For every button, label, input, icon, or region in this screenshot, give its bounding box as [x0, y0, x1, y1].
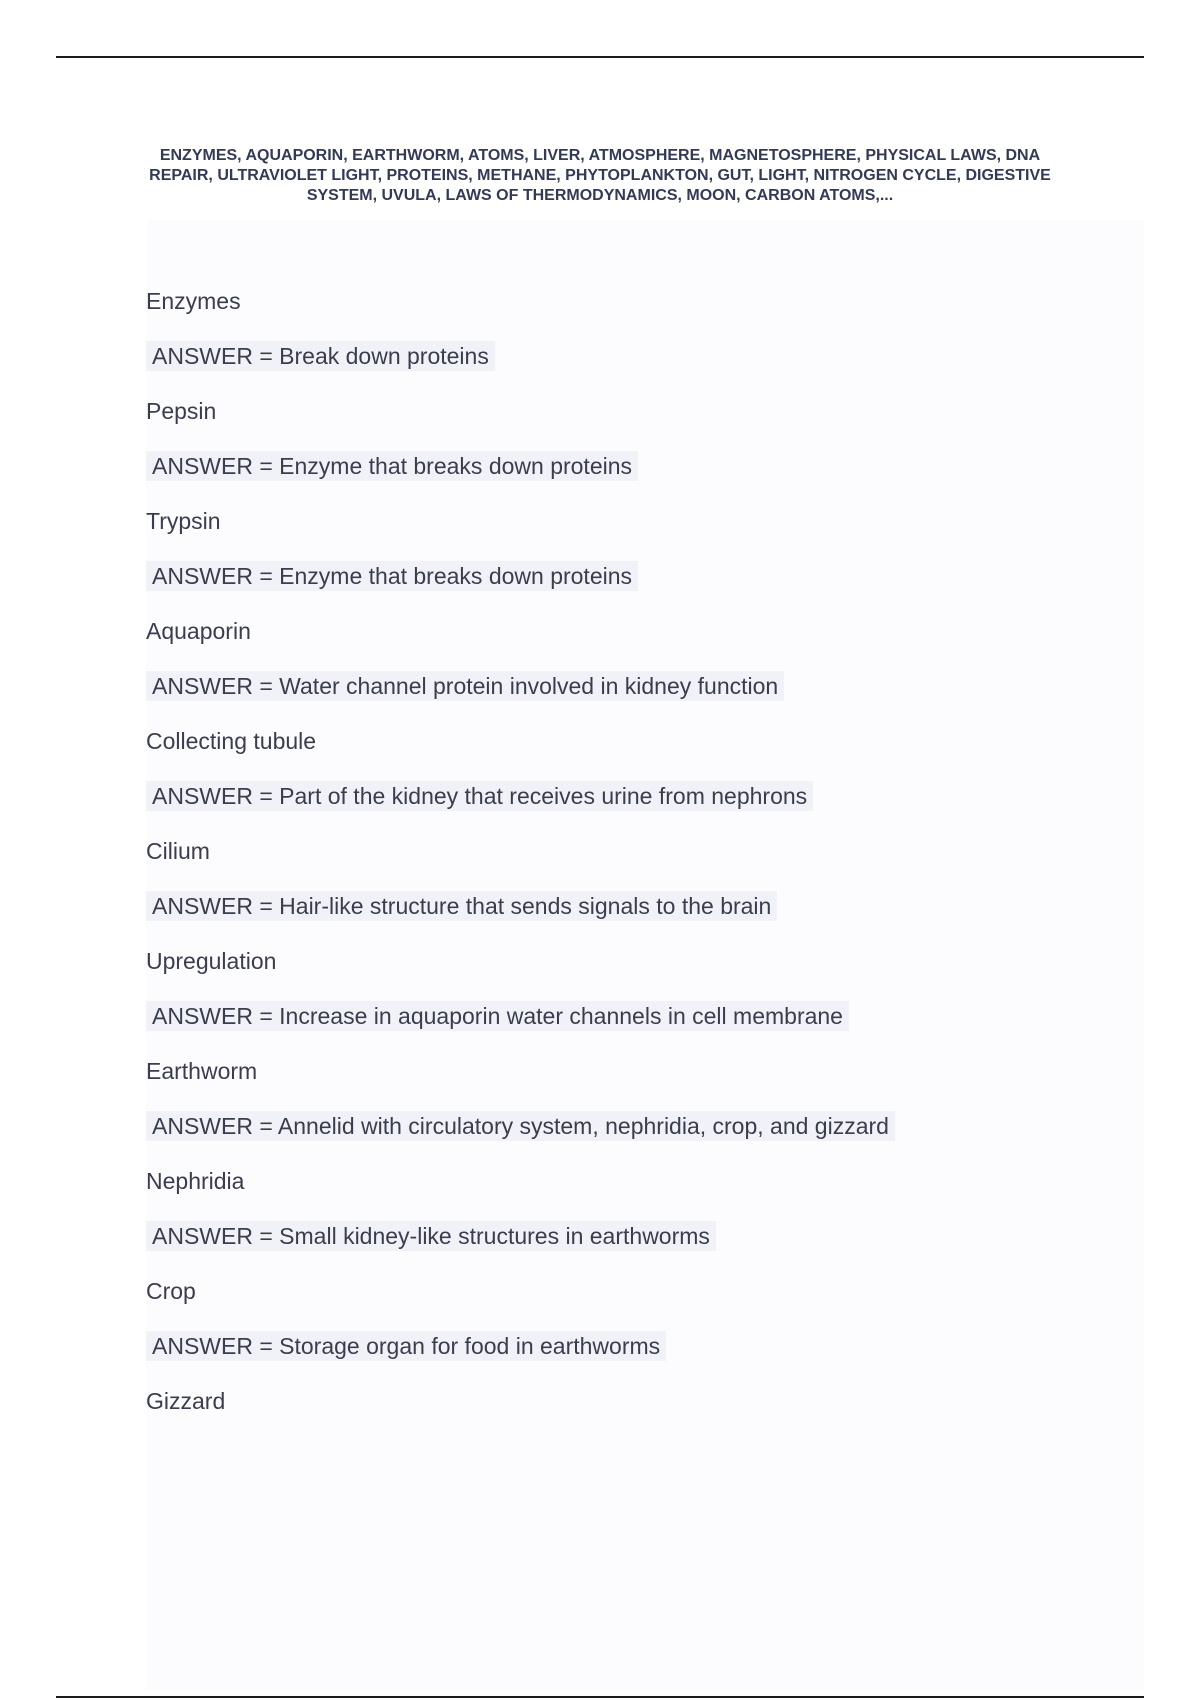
answer-text: ANSWER = Annelid with circulatory system, nephridia, crop, and gizzard — [146, 1111, 895, 1141]
term: Trypsin — [146, 508, 221, 534]
answer — [146, 1111, 1106, 1141]
answer-text: ANSWER = Break down proteins — [146, 341, 495, 371]
term: Earthworm — [146, 1058, 258, 1084]
answer — [146, 561, 1106, 591]
term: Pepsin — [146, 398, 217, 424]
qa-list — [146, 286, 1106, 1441]
answer-text: ANSWER = Water channel protein involved in kidney function — [146, 671, 784, 701]
answer — [146, 891, 1106, 921]
bottom-rule — [56, 1696, 1144, 1698]
answer — [146, 451, 1106, 481]
answer-text: ANSWER = Storage organ for food in earthworms — [146, 1331, 666, 1361]
answer-text: ANSWER = Part of the kidney that receives urine from nephrons — [146, 781, 813, 811]
answer-text: ANSWER = Enzyme that breaks down proteins — [146, 561, 638, 591]
answer-text: ANSWER = Small kidney-like structures in earthworms — [146, 1221, 716, 1251]
answer — [146, 1331, 1106, 1361]
term: Cilium — [146, 838, 210, 864]
answer — [146, 341, 1106, 371]
top-rule — [56, 56, 1144, 58]
answer-text: ANSWER = Increase in aquaporin water channels in cell membrane — [146, 1001, 849, 1031]
answer — [146, 1221, 1106, 1251]
answer — [146, 781, 1106, 811]
term: Collecting tubule — [146, 728, 317, 754]
answer — [146, 671, 1106, 701]
term: Nephridia — [146, 1168, 245, 1194]
term: Enzymes — [146, 288, 241, 314]
term: Upregulation — [146, 948, 277, 974]
document-title: ENZYMES, AQUAPORIN, EARTHWORM, ATOMS, LIVER, ATMOSPHERE, MAGNETOSPHERE, PHYSICAL LAWS, DNA REPAIR, ULTRAVIOLET LIGHT, PROTEINS, METHANE, PHYTOPLANKTON, GUT, LIGHT, NITROGEN CYCLE, DIGESTIVE SYSTEM, UVULA, LAWS OF THERMODYNAMICS, MOON, CARBON ATOMS,... — [149, 147, 1051, 204]
answer — [146, 1001, 1106, 1031]
answer-text: ANSWER = Hair-like structure that sends signals to the brain — [146, 891, 777, 921]
term: Aquaporin — [146, 618, 251, 644]
answer-text: ANSWER = Enzyme that breaks down proteins — [146, 451, 638, 481]
term: Crop — [146, 1278, 196, 1304]
term: Gizzard — [146, 1388, 226, 1414]
